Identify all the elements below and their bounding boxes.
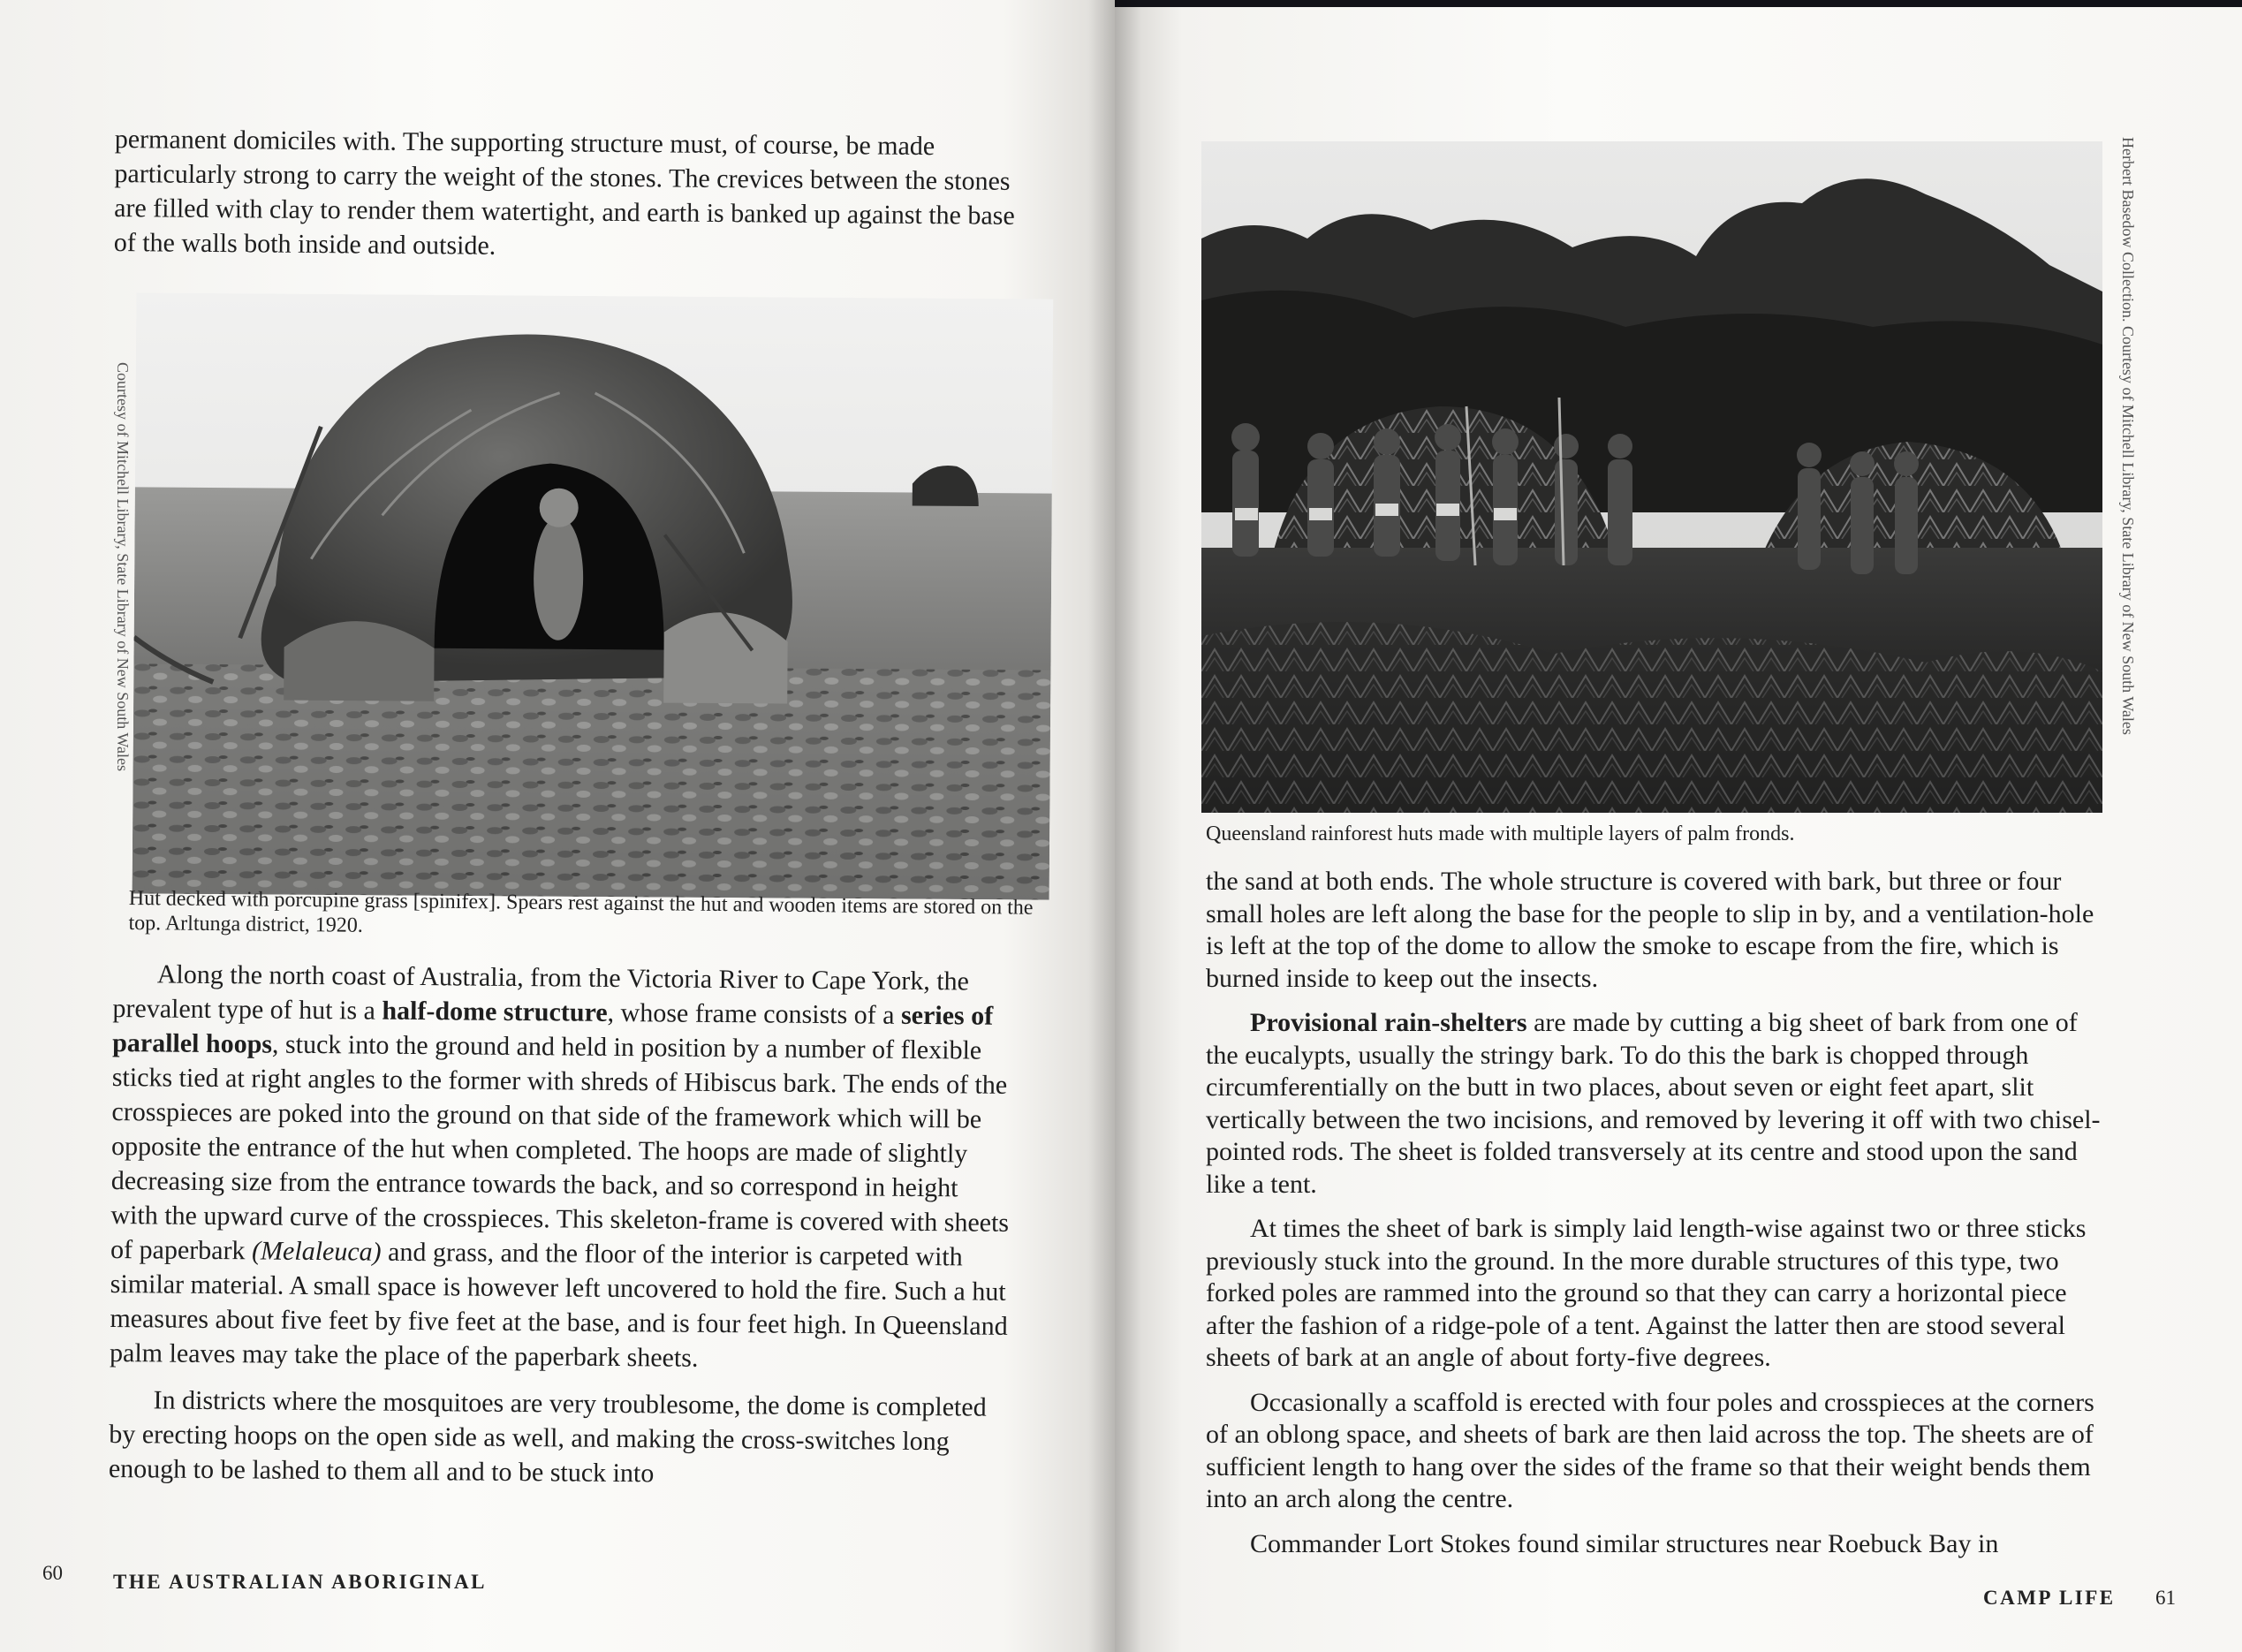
text-run: , stuck into the ground and held in position by a number of flexible sticks tied at right angles to the former with shreds of Hibiscus bark. The ends of the crosspieces are poked into the ground on that side of the framework which will be opposite the entrance of the hut when completed. The hoops are made of slightly decreasing size from the entrance towards the back, and so correspond in height with the upward curve of the crosspieces. This skeleton-frame is covered with sheets of paperbark [110,1029,1010,1266]
page-edge-shadow [1115,0,2242,7]
term-half-dome-structure: half-dome structure [382,996,608,1027]
paragraph-rain-shelters [1206,1007,2111,1201]
term-parallel-hoops: series of parallel hoops [112,1000,994,1059]
paragraph-half-dome [110,957,1012,1378]
photo-caption-right: Queensland rainforest huts made with multiple layers of palm fronds. [1206,822,1795,845]
text-run: are made by cutting a big sheet of bark from one of the eucalypts, usually the stringy bark. To do this the bark is chopped through circumferentially on the butt in two places, about seven or eight feet apart, slit vertically between the two incisions, and removed by levering it off with two chisel-pointed rods. The sheet is folded transversely at its centre and stood upon the sand like a tent. [1206,1008,2101,1199]
term-melaleuca: (Melaleuca) [251,1236,382,1267]
text-run: Along the north coast of Australia, from the Victoria River to Cape York, the prevalent type of hut is a [112,959,970,1026]
photo-spinifex-hut [133,292,1054,899]
paragraph-lort-stokes: Commander Lort Stokes found similar structures near Roebuck Bay in [1250,1528,1999,1558]
paragraph-bark-dome: the sand at both ends. The whole structure is covered with bark, but three or four small holes are left along the base for the people to slip in by, and a ventilation-hole is left at the top of the dome to allow the smoke to escape from the fire, which is burned inside to keep out the insects. [1206,867,2094,993]
paragraph-mosquitoes: In districts where the mosquitoes are very troublesome, the dome is completed by erecting hoops on the open side as well, and making the cross-switches long enough to be lashed to them all and to be stuck into [108,1385,987,1489]
paragraph-scaffold: Occasionally a scaffold is erected with four poles and crosspieces at the corners of an oblong space, and sheets of bark are then laid across the top. The sheets are of sufficient length to hang over the sides of the frame so that their weight bends them into an arch along the centre. [1206,1387,2094,1513]
text-run: , whose frame consists of a [607,997,902,1030]
photo-rainforest-huts [1201,141,2102,813]
running-head-left: THE AUSTRALIAN ABORIGINAL [113,1571,487,1593]
photo-credit-left: Courtesy of Mitchell Library, State Library of New South Wales [114,362,132,771]
hut-photo-illustration [133,292,1054,899]
text-run: and grass, and the floor of the interior is carpeted with similar material. A small space is however left uncovered to hold the fire. Such a hut measures about five feet by five feet at the base, and is four feet high. In Queensland palm leaves may take the place of the paperbark sheets. [109,1237,1008,1373]
right-body [1206,866,2111,1560]
page-number-left: 60 [42,1562,63,1584]
running-head-right: CAMP LIFE [1983,1587,2116,1609]
photo-caption-left: Hut decked with porcupine grass [spinifex]. Spears rest against the hut and wooden items are stored on the top. Arltunga district, 1920. [128,886,1034,937]
left-body [109,957,1012,1494]
term-provisional-rain-shelters: Provisional rain-shelters [1250,1008,1527,1037]
rainforest-photo-illustration [1201,141,2102,813]
paragraph-text: permanent domiciles with. The supporting structure must, of course, be made particularly strong to carry the weight of the stones. The crevices between the stones are filled with clay to render them watertight, and earth is banked up against the base of the walls both inside and outside. [113,124,1015,261]
paragraph-bark-sheet: At times the sheet of bark is simply laid length-wise against two or three sticks previously stuck into the ground. In the more durable structures of this type, two forked poles are rammed into the ground so that they can carry a horizontal piece after the fashion of a ridge-pole of a tent. Against the latter then are stood several sheets of bark at an angle of about forty-five degrees. [1206,1214,2087,1372]
photo-credit-right: Herbert Basedow Collection. Courtesy of Mitchell Library, State Library of New South Wales [2119,137,2137,735]
left-paragraph-top [114,122,1034,268]
page-number-right: 61 [2155,1587,2176,1609]
